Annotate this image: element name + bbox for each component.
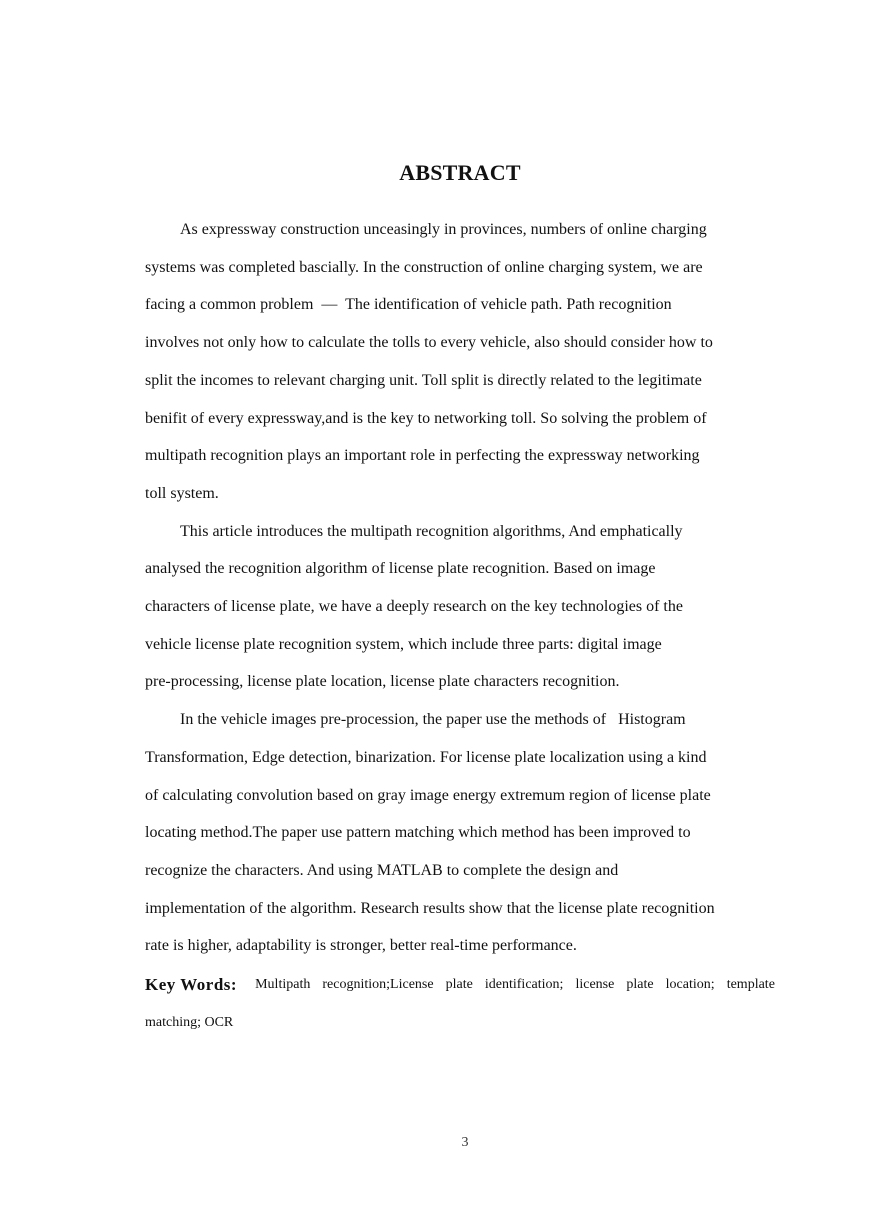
paragraph-line: analysed the recognition algorithm of license plate recognition. Based on image	[145, 560, 656, 578]
paragraph-line: involves not only how to calculate the tolls to every vehicle, also should consider how to	[145, 334, 713, 352]
paragraph-line: pre-processing, license plate location, license plate characters recognition.	[145, 673, 620, 691]
paragraph-line: systems was completed bascially. In the construction of online charging system, we are	[145, 258, 703, 276]
paragraph-line: implementation of the algorithm. Research results show that the license plate recognition	[145, 899, 715, 917]
keywords-line-2: matching; OCR	[145, 1014, 234, 1030]
abstract-title: ABSTRACT	[399, 160, 521, 185]
keyword-term: recognition;License	[322, 977, 434, 992]
abstract-paragraph-1	[145, 211, 769, 513]
keywords-section	[145, 966, 775, 1041]
keyword-term: plate	[445, 977, 473, 992]
paragraph-line: In the vehicle images pre-procession, the paper use the methods of Histogram	[180, 711, 686, 729]
keywords-line-1	[145, 966, 775, 1004]
paragraph-line: split the incomes to relevant charging unit. Toll split is directly related to the legitimate	[145, 371, 702, 389]
paragraph-line: toll system.	[145, 484, 219, 502]
page-number: 3	[461, 1135, 469, 1150]
paragraph-line: of calculating convolution based on gray image energy extremum region of license plate	[145, 786, 711, 804]
paragraph-line: locating method.The paper use pattern matching which method has been improved to	[145, 824, 691, 842]
paragraph-line: characters of license plate, we have a deeply research on the key technologies of the	[145, 598, 683, 616]
keyword-term: license	[575, 977, 615, 992]
paragraph-line: benifit of every expressway,and is the key to networking toll. So solving the problem of	[145, 409, 707, 427]
paragraph-line: facing a common problem — The identification of vehicle path. Path recognition	[145, 296, 672, 314]
paragraph-line: multipath recognition plays an important role in perfecting the expressway networking	[145, 447, 700, 465]
keyword-term: template	[726, 977, 775, 992]
keyword-term: Multipath	[255, 977, 311, 992]
paragraph-line: vehicle license plate recognition system, which include three parts: digital image	[145, 635, 662, 653]
keywords-label: Key Words:	[145, 975, 238, 994]
abstract-body	[145, 211, 769, 965]
paragraph-line: As expressway construction unceasingly in provinces, numbers of online charging	[180, 221, 707, 238]
abstract-paragraph-3	[145, 701, 769, 965]
paragraph-line: Transformation, Edge detection, binarization. For license plate localization using a kind	[145, 748, 707, 766]
abstract-paragraph-2	[145, 513, 769, 702]
paragraph-line: recognize the characters. And using MATLAB to complete the design and	[145, 861, 619, 879]
keyword-term: plate	[626, 977, 654, 992]
keyword-term: identification;	[484, 977, 564, 992]
paragraph-line: This article introduces the multipath recognition algorithms, And emphatically	[180, 522, 683, 540]
keyword-term: location;	[665, 977, 715, 992]
paragraph-line: rate is higher, adaptability is stronger, better real-time performance.	[145, 937, 577, 955]
